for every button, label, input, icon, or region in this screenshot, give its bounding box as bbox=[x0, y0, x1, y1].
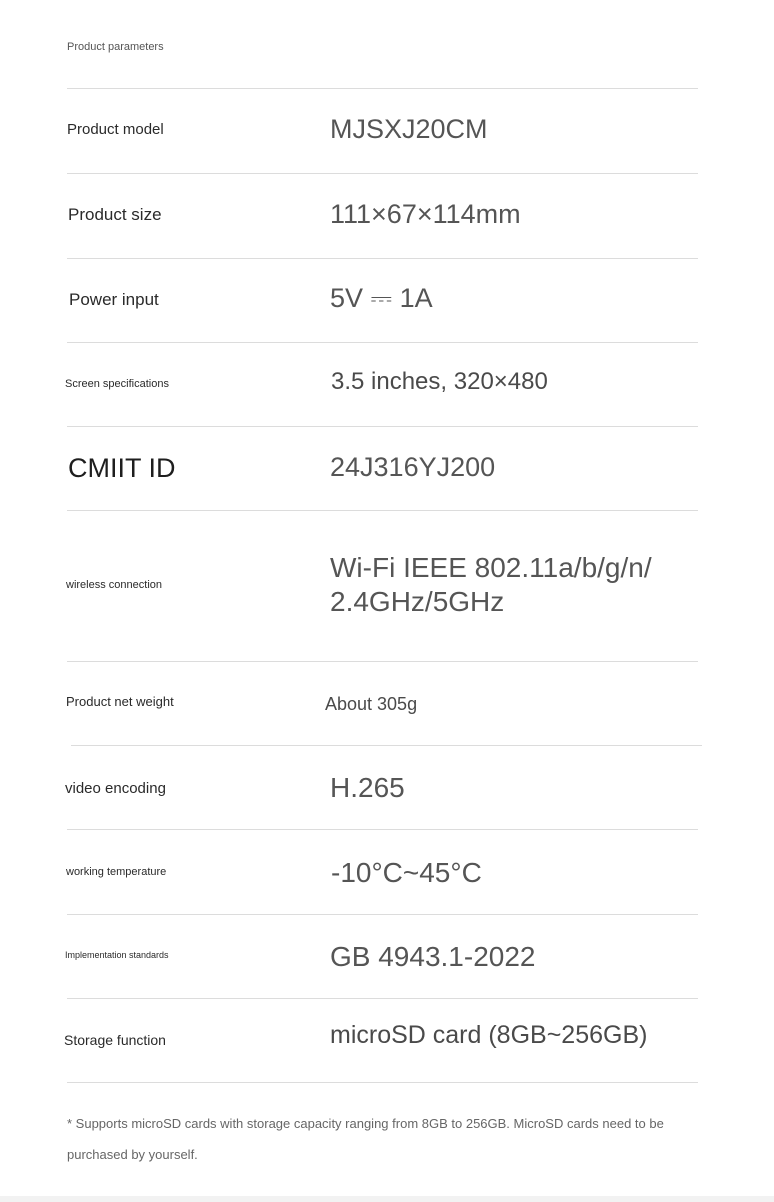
divider bbox=[67, 258, 698, 259]
divider bbox=[67, 88, 698, 89]
row-label-working-temperature: working temperature bbox=[66, 866, 167, 878]
divider bbox=[67, 661, 698, 662]
row-value-cmiit-id: 24J316YJ200 bbox=[330, 452, 496, 482]
row-value-product-model: MJSXJ20CM bbox=[330, 114, 488, 144]
row-label-screen-specifications: Screen specifications bbox=[65, 378, 169, 390]
row-value-working-temperature: -10°C~45°C bbox=[331, 857, 482, 888]
row-value-power-input: 5V ⎓ 1A bbox=[330, 283, 433, 313]
row-value-wireless-line2: 2.4GHz/5GHz bbox=[330, 586, 505, 617]
divider bbox=[67, 1082, 698, 1083]
divider bbox=[67, 998, 698, 999]
row-label-power-input: Power input bbox=[69, 290, 159, 309]
divider bbox=[67, 426, 698, 427]
row-value-implementation-standards: GB 4943.1-2022 bbox=[330, 941, 536, 972]
row-label-cmiit-id: CMIIT ID bbox=[68, 453, 176, 483]
divider bbox=[67, 510, 698, 511]
bottom-edge bbox=[0, 1196, 774, 1202]
row-value-product-size: 111×67×114mm bbox=[330, 199, 521, 229]
row-label-product-size: Product size bbox=[68, 205, 162, 224]
row-label-wireless-connection: wireless connection bbox=[66, 579, 162, 591]
row-label-product-model: Product model bbox=[67, 121, 164, 138]
divider bbox=[71, 745, 702, 746]
row-value-screen-specifications: 3.5 inches, 320×480 bbox=[331, 368, 548, 395]
row-label-video-encoding: video encoding bbox=[65, 780, 166, 797]
section-heading: Product parameters bbox=[67, 41, 164, 53]
row-value-storage-function: microSD card (8GB~256GB) bbox=[330, 1021, 648, 1049]
divider bbox=[67, 829, 698, 830]
footnote: * Supports microSD cards with storage capacity ranging from 8GB to 256GB. MicroSD cards need to be purchased by yourself. bbox=[67, 1116, 664, 1162]
divider bbox=[67, 914, 698, 915]
divider bbox=[67, 173, 698, 174]
row-value-video-encoding: H.265 bbox=[330, 772, 405, 803]
row-label-implementation-standards: Implementation standards bbox=[65, 950, 169, 960]
row-value-wireless-line1: Wi-Fi IEEE 802.11a/b/g/n/ bbox=[330, 552, 652, 583]
divider bbox=[67, 342, 698, 343]
row-label-storage-function: Storage function bbox=[64, 1032, 166, 1048]
row-value-product-net-weight: About 305g bbox=[325, 694, 418, 714]
row-label-product-net-weight: Product net weight bbox=[66, 694, 174, 709]
